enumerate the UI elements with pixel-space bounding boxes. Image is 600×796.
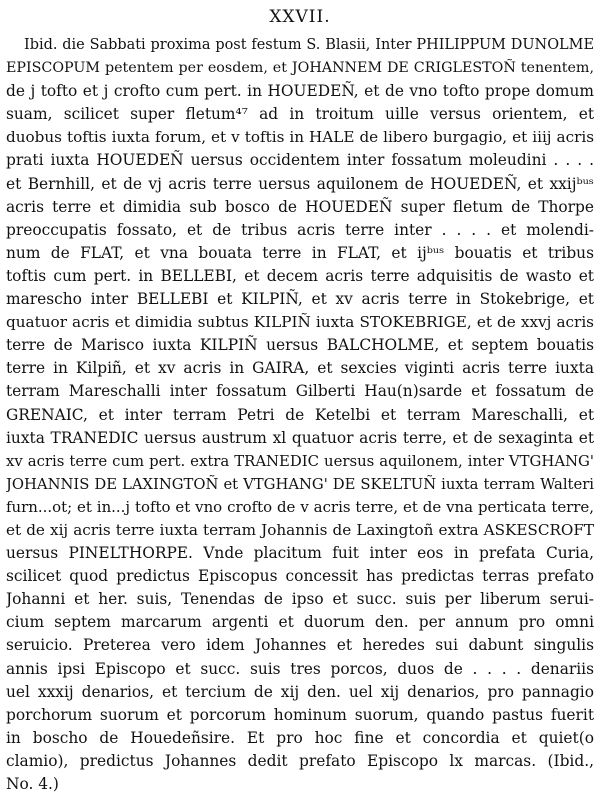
text-line: num de FLAT, et vna bouata terre in FLAT, et ijᵇᵘˢ bouatis et tribus bbox=[6, 243, 594, 262]
document-heading: XXVII. bbox=[269, 7, 331, 27]
text-line: seruicio. Preterea vero idem Johannes et heredes sui dabunt singulis bbox=[6, 636, 594, 655]
document-body bbox=[6, 34, 594, 796]
text-line: et de xij acris terre iuxta terram Johannis de Laxingtoñ extra ASKESCROFT bbox=[6, 520, 594, 539]
text-line: toftis cum pert. in BELLEBI, et decem acris terre adquisitis de wasto et bbox=[6, 266, 594, 285]
text-line: JOHANNIS DE LAXINGTOÑ et VTGHANG' DE SKELTUÑ iuxta terram Walteri bbox=[6, 475, 594, 493]
text-line: GRENAIC, et inter terram Petri de Ketelbi et terram Mareschalli, et bbox=[6, 405, 594, 424]
text-line: preoccupatis fossato, et de tribus acris terre inter . . . . et molendi- bbox=[6, 220, 594, 239]
text-line: in boscho de Houedeñsire. Et pro hoc fine et concordia et quiet(o bbox=[6, 728, 594, 747]
text-line: Ibid. die Sabbati proxima post festum S. Blasii, Inter PHILIPPUM DUNOLME bbox=[24, 37, 594, 53]
text-line: acris terre et dimidia sub bosco de HOUEDEÑ super fletum de Thorpe bbox=[6, 197, 594, 216]
text-line: iuxta TRANEDIC uersus austrum xl quatuor acris terre, et de sexaginta et bbox=[6, 428, 594, 447]
text-line: furn...ot; et in...j tofto et vno crofto de v acris terre, et de vna perticata terre, bbox=[6, 497, 594, 516]
text-line: suam, scilicet super fletum⁴⁷ ad in troitum uille versus orientem, et bbox=[6, 105, 594, 124]
text-line: xv acris terre cum pert. extra TRANEDIC uersus aquilonem, inter VTGHANG' bbox=[6, 451, 594, 470]
text-line: terre in Kilpiñ, et xv acris in GAIRA, et sexcies viginti acris terre iuxta bbox=[6, 359, 594, 378]
text-line: quatuor acris et dimidia subtus KILPIÑ iuxta STOKEBRIGE, et de xxvj acris bbox=[6, 313, 594, 332]
text-line: EPISCOPUM petentem per eosdem, et JOHANNEM DE CRIGLESTOÑ tenentem, bbox=[6, 60, 594, 77]
text-line: terram Mareschalli inter fossatum Gilberti Hau(n)sarde et fossatum de bbox=[6, 382, 594, 401]
text-line: duobus toftis iuxta forum, et v toftis in HALE de libero burgagio, et iiij acris bbox=[6, 128, 594, 147]
text-line: annis ipsi Episcopo et succ. suis tres porcos, duos de . . . . denariis bbox=[6, 659, 594, 678]
text-line: marescho inter BELLEBI et KILPIÑ, et xv acris terre in Stokebrige, et bbox=[6, 290, 594, 309]
text-line: Johanni et her. suis, Tenendas de ipso et succ. suis per liberum serui- bbox=[6, 590, 594, 609]
text-line: porchorum suorum et porcorum hominum suorum, quando pastus fuerit bbox=[6, 705, 594, 724]
text-line: clamio), predictus Johannes dedit prefato Episcopo lx marcas. (Ibid., bbox=[6, 751, 594, 770]
text-line: uersus PINELTHORPE. Vnde placitum fuit inter eos in prefata Curia, bbox=[6, 544, 594, 563]
text-line: cium septem marcarum argenti et duorum den. per annum pro omni bbox=[6, 613, 594, 632]
text-line: scilicet quod predictus Episcopus concessit has predictas terras prefato bbox=[6, 567, 594, 586]
text-line: et Bernhill, et de vj acris terre uersus aquilonem de HOUEDEÑ, et xxijᵇᵘˢ bbox=[6, 174, 594, 193]
text-line: No. 4.) bbox=[6, 775, 59, 793]
text-line: uel xxxij denarios, et tercium de xij den. uel xij denarios, pro pannagio bbox=[6, 682, 594, 701]
text-line: prati iuxta HOUEDEÑ uersus occidentem inter fossatum moleudini . . . . bbox=[6, 151, 594, 170]
text-line: de j tofto et j crofto cum pert. in HOUEDEÑ, et de vno tofto prope domum bbox=[6, 82, 594, 101]
text-line: terre de Marisco iuxta KILPIÑ uersus BALCHOLME, et septem bouatis bbox=[6, 336, 594, 355]
